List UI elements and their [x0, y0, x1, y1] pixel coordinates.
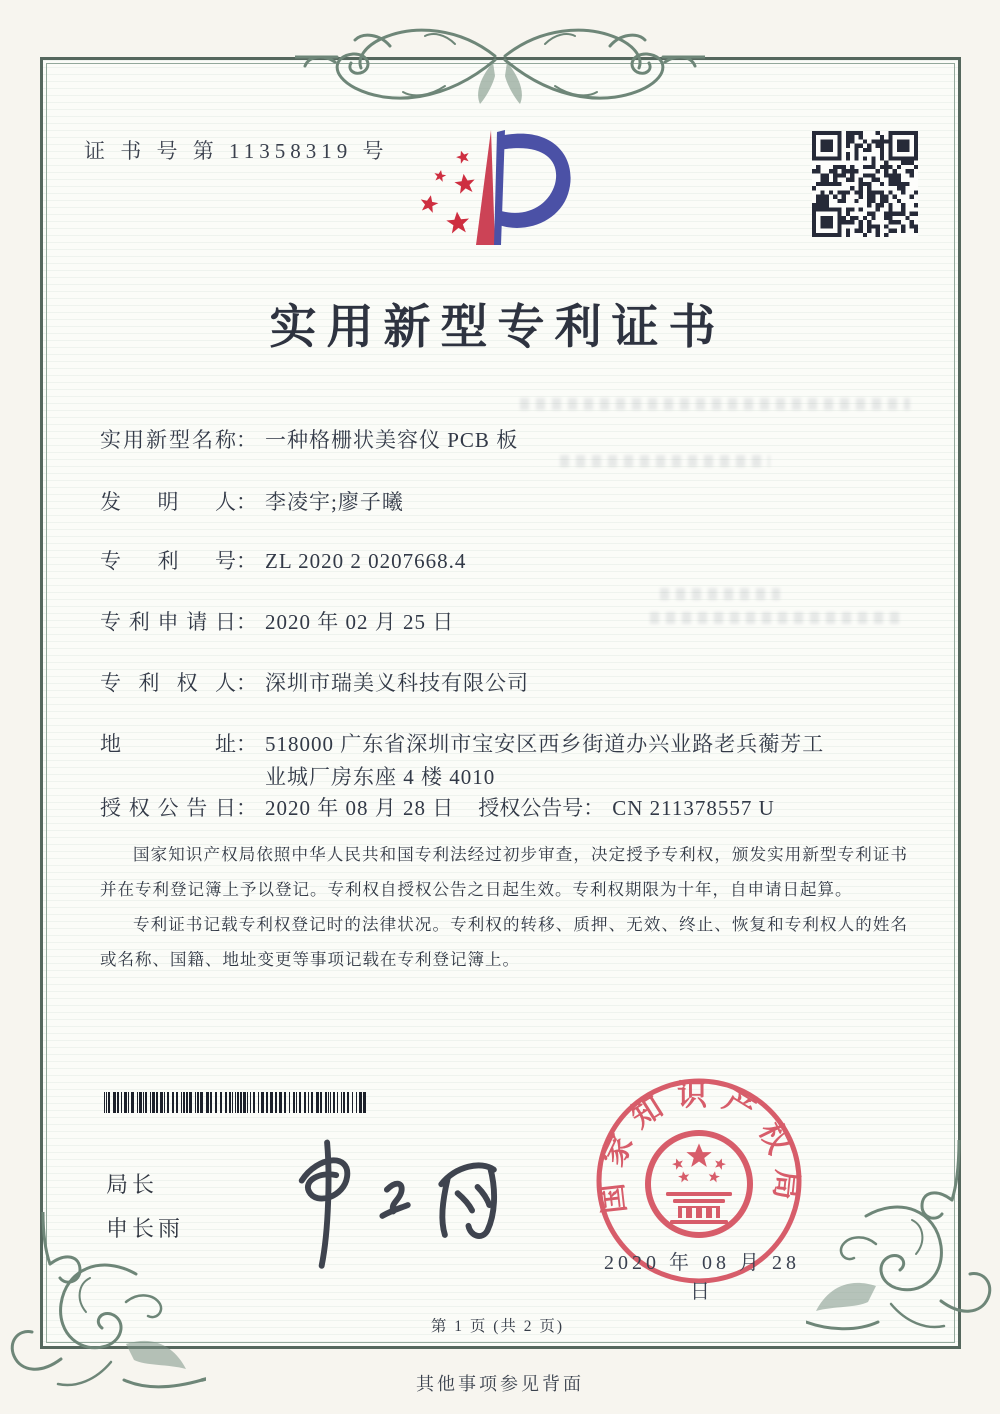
field-value: 518000 广东省深圳市宝安区西乡街道办兴业路老兵蘅芳工业城厂房东座 4 楼 4010 [265, 732, 825, 789]
field-row-address [100, 728, 908, 793]
back-side-note: 其他事项参见背面 [416, 1374, 584, 1394]
field-row-inventor [100, 486, 908, 519]
field-value: 深圳市瑞美义科技有限公司 [265, 671, 529, 695]
barcode [104, 1092, 366, 1113]
qr-code [812, 131, 918, 237]
field-label: 授权公告号 [478, 796, 584, 820]
seal-ring-text: 国家知识产权局 [594, 1079, 804, 1216]
field-value: 2020 年 02 月 25 日 [265, 610, 455, 634]
field-colon: ： [583, 796, 605, 820]
field-colon: ： [236, 732, 257, 756]
grant-date-value: 2020 年 08 月 28 日 [265, 796, 455, 820]
cnipa-logo [403, 110, 601, 252]
seal-emblem [645, 1130, 753, 1238]
logo-stars [419, 149, 477, 234]
field-row-grant [100, 792, 908, 825]
field-value: 李凌宇;廖子曦 [265, 490, 404, 514]
legal-paragraph-1: 国家知识产权局依照中华人民共和国专利法经过初步审查，决定授予专利权，颁发实用新型专利证书并在专利登记簿上予以登记。专利权自授权公告之日起生效。专利权期限为十年，自申请日起算。 [100, 845, 908, 899]
page-number: 第 1 页 (共 2 页) [430, 1318, 565, 1335]
field-colon: ： [236, 490, 257, 514]
signature-shen-changyu [252, 1128, 520, 1273]
grant-no-value: CN 211378557 U [612, 796, 775, 820]
bleed-through [560, 455, 770, 467]
bleed-through [520, 398, 910, 410]
bleed-through [660, 588, 780, 600]
commissioner-title: 局长 [106, 1172, 159, 1197]
field-colon: ： [236, 610, 257, 634]
field-row-filing-date [100, 606, 908, 639]
legal-text-block [100, 838, 908, 978]
field-label: 授权公告日 [100, 796, 236, 820]
field-colon: ： [236, 549, 257, 573]
certificate-number: 证 书 号 第 11358319 号 [84, 139, 389, 163]
legal-paragraph-2: 专利证书记载专利权登记时的法律状况。专利权的转移、质押、无效、终止、恢复和专利权人的姓名或名称、国籍、地址变更等事项记载在专利登记簿上。 [100, 914, 908, 969]
field-label: 专利权人 [100, 671, 236, 695]
field-value: ZL 2020 2 0207668.4 [265, 549, 467, 573]
field-colon: ： [236, 796, 257, 820]
field-row-utility-name [100, 424, 908, 457]
logo-red-wedge [476, 130, 495, 245]
field-value: 一种格栅状美容仪 PCB 板 [265, 428, 519, 452]
field-label: 专利申请日 [100, 610, 236, 634]
seal-date: 2020 年 08 月 28 日 [604, 1252, 800, 1303]
field-label: 实用新型名称 [100, 428, 236, 452]
field-row-patent-no [100, 545, 908, 578]
field-label: 发明人 [100, 490, 236, 514]
field-colon: ： [236, 428, 257, 452]
field-label: 专利号 [100, 549, 236, 573]
field-row-patentee [100, 667, 908, 700]
commissioner-name: 申长雨 [106, 1216, 185, 1241]
grant-no-pair [478, 792, 775, 825]
certificate-title: 实用新型专利证书 [269, 302, 726, 354]
logo-blue-bowl [499, 134, 571, 228]
field-label: 地址 [100, 732, 236, 756]
field-colon: ： [236, 671, 257, 695]
